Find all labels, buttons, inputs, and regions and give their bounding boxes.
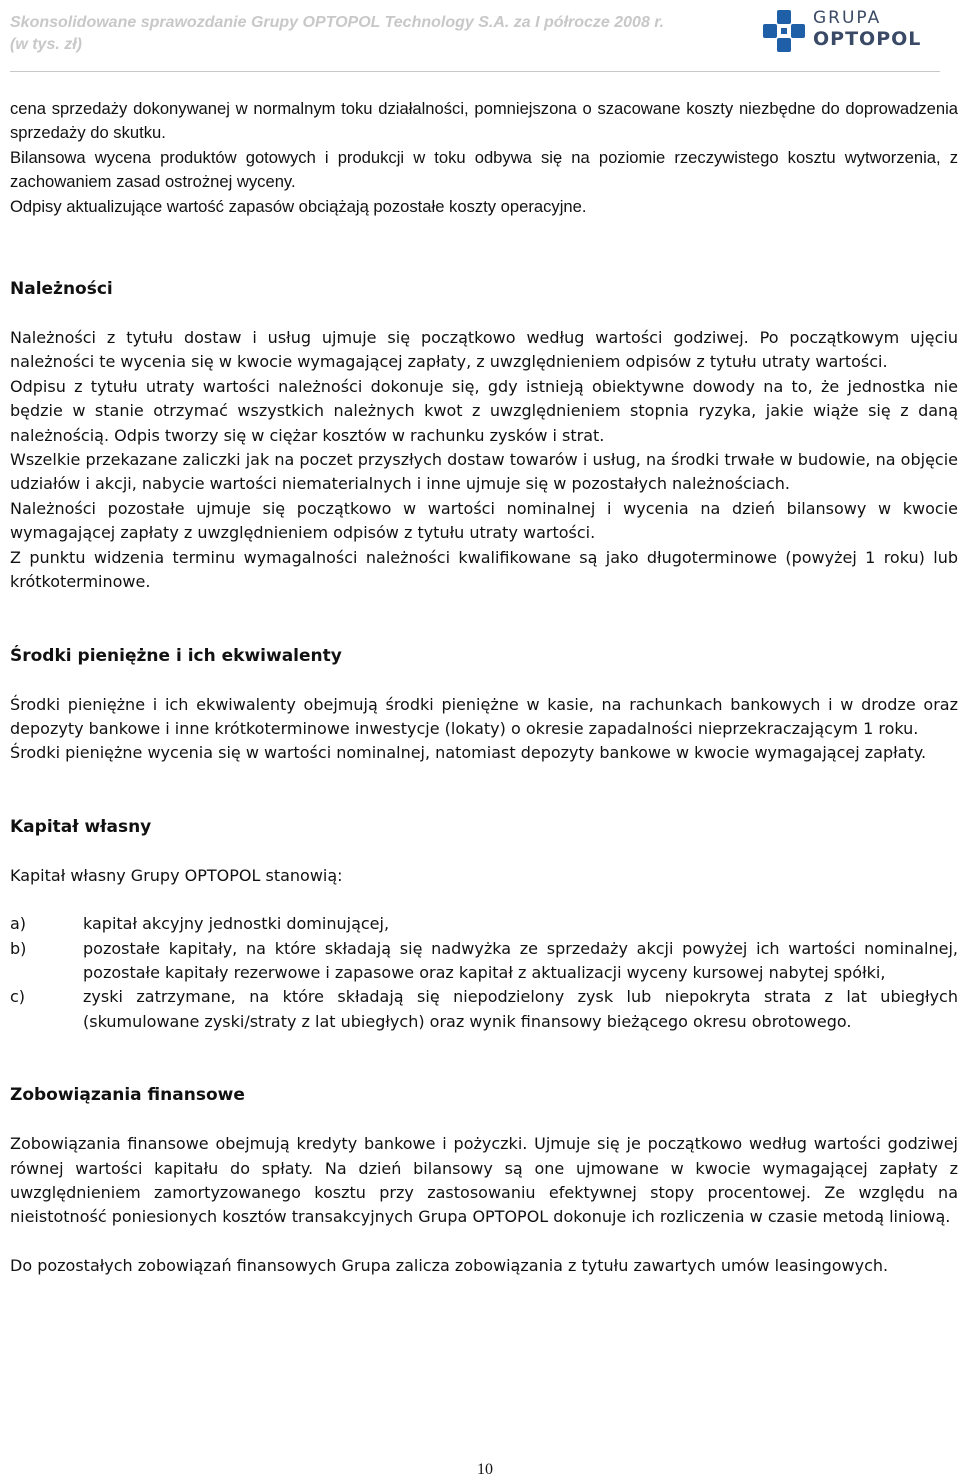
- list-item-label: b): [10, 938, 27, 958]
- logo-word-optopol: OPTOPOL: [813, 28, 922, 50]
- section-heading-kapital: Kapitał własny: [10, 816, 152, 837]
- naleznosci-paragraph-1: Należności z tytułu dostaw i usług ujmuje się początkowo według wartości godziwej. Po początkowym ujęciu należności te wycenia się w kwocie wymagającej zapłaty, z uwzględnieniem odpisów z tytułu utraty wartości.: [10, 328, 958, 372]
- header-title-line1: Skonsolidowane sprawozdanie Grupy OPTOPOL Technology S.A. za I półrocze 2008 r.: [10, 14, 665, 31]
- document-body: [10, 97, 958, 1278]
- zobowiazania-paragraph-2: Do pozostałych zobowiązań finansowych Grupa zalicza zobowiązania z tytułu zawartych umów leasingowych.: [10, 1255, 889, 1275]
- kapital-intro: Kapitał własny Grupy OPTOPOL stanowią:: [10, 865, 343, 885]
- list-item-label: c): [10, 987, 26, 1007]
- section-srodki-body: [10, 693, 958, 766]
- naleznosci-paragraph-4: Należności pozostałe ujmuje się początkowo w wartości nominalnej i wycenia na dzień bilansowy w kwocie wymagającej zapłaty z uwzględnieniem odpisów z tytułu utraty wartości.: [10, 498, 958, 543]
- intro-paragraph-3: Odpisy aktualizujące wartość zapasów obciążają pozostałe koszty operacyjne.: [10, 196, 587, 216]
- intro-paragraph-1: cena sprzedaży dokonywanej w normalnym toku działalności, pomniejszona o szacowane koszty niezbędne do doprowadzenia sprzedaży do skutku.: [10, 99, 958, 143]
- zobowiazania-paragraph-1: Zobowiązania finansowe obejmują kredyty bankowe i pożyczki. Ujmuje się je początkowo według wartości godziwej równej wartości kapitału do spłaty. Na dzień bilansowy są one ujmowane w kwocie wymagającej zapłaty z uwzględnieniem zamortyzowanego kosztu przy zastosowaniu efektywnej stopy procentowej. Ze względu na nieistotność poniesionych kosztów transakcyjnych Grupa OPTOPOL dokonuje ich rozliczenia w czasie metodą liniową.: [10, 1134, 958, 1227]
- page-header: [0, 0, 960, 72]
- list-item: [10, 985, 958, 1034]
- intro-paragraph-2: Bilansowa wycena produktów gotowych i produkcji w toku odbywa się na poziomie rzeczywistego kosztu wytworzenia, z zachowaniem zasad ostrożnej wyceny.: [10, 147, 958, 192]
- header-title-line2: (w tys. zł): [10, 36, 83, 53]
- list-item: [10, 937, 958, 986]
- optopol-logo-icon: [761, 8, 807, 54]
- naleznosci-paragraph-3: Wszelkie przekazane zaliczki jak na poczet przyszłych dostaw towarów i usług, na środki trwałe w budowie, na objęcie udziałów i akcji, nabycie wartości niematerialnych i inne ujmuje się w pozostałych należnościach.: [10, 450, 958, 494]
- kapital-list: [10, 912, 958, 1034]
- naleznosci-paragraph-2: Odpisu z tytułu utraty wartości należności dokonuje się, gdy istnieją obiektywne dowody na to, że jednostka nie będzie w stanie otrzymać wszystkich należnych kwot z uwzględnieniem stopnia ryzyka, jakie wiąże się z daną należnością. Odpis tworzy się w ciężar kosztów w rachunku zysków i strat.: [10, 376, 958, 445]
- srodki-paragraph-1: Środki pieniężne i ich ekwiwalenty obejmują środki pieniężne w kasie, na rachunkach bankowych i w drodze oraz depozyty bankowe i inne krótkoterminowe inwestycje (lokaty) o okresie zapadalności nieprzekraczającym 1 roku.: [10, 694, 958, 738]
- list-item-text: zyski zatrzymane, na które składają się niepodzielony zysk lub niepokryta strata z lat ubiegłych (skumulowane zyski/straty z lat ubiegłych) oraz wynik finansowy bieżącego okresu obrotowego.: [83, 987, 958, 1031]
- section-heading-srodki: Środki pieniężne i ich ekwiwalenty: [10, 645, 342, 666]
- optopol-logo: [761, 6, 941, 58]
- naleznosci-paragraph-5: Z punktu widzenia terminu wymagalności należności kwalifikowane są jako długoterminowe (powyżej 1 roku) lub krótkoterminowe.: [10, 547, 958, 592]
- header-title: [10, 12, 750, 56]
- logo-word-grupa: GRUPA: [813, 8, 882, 28]
- list-item: [10, 912, 958, 936]
- list-item-text: pozostałe kapitały, na które składają się nadwyżka ze sprzedaży akcji powyżej ich wartości nominalnej, pozostałe kapitały rezerwowe i zapasowe oraz kapitał z aktualizacji wyceny kursowej nabytej spółki,: [83, 938, 958, 982]
- section-heading-zobowiazania: Zobowiązania finansowe: [10, 1085, 245, 1106]
- srodki-paragraph-2: Środki pieniężne wycenia się w wartości nominalnej, natomiast depozyty bankowe w kwocie wymagającej zapłaty.: [10, 743, 927, 763]
- section-zobowiazania-body: [10, 1132, 958, 1278]
- page-number: 10: [477, 1461, 493, 1478]
- section-naleznosci-body: [10, 326, 958, 594]
- list-item-text: kapitał akcyjny jednostki dominującej,: [83, 914, 390, 934]
- header-divider: [10, 71, 940, 72]
- list-item-label: a): [10, 914, 27, 934]
- section-heading-naleznosci: Należności: [10, 279, 113, 300]
